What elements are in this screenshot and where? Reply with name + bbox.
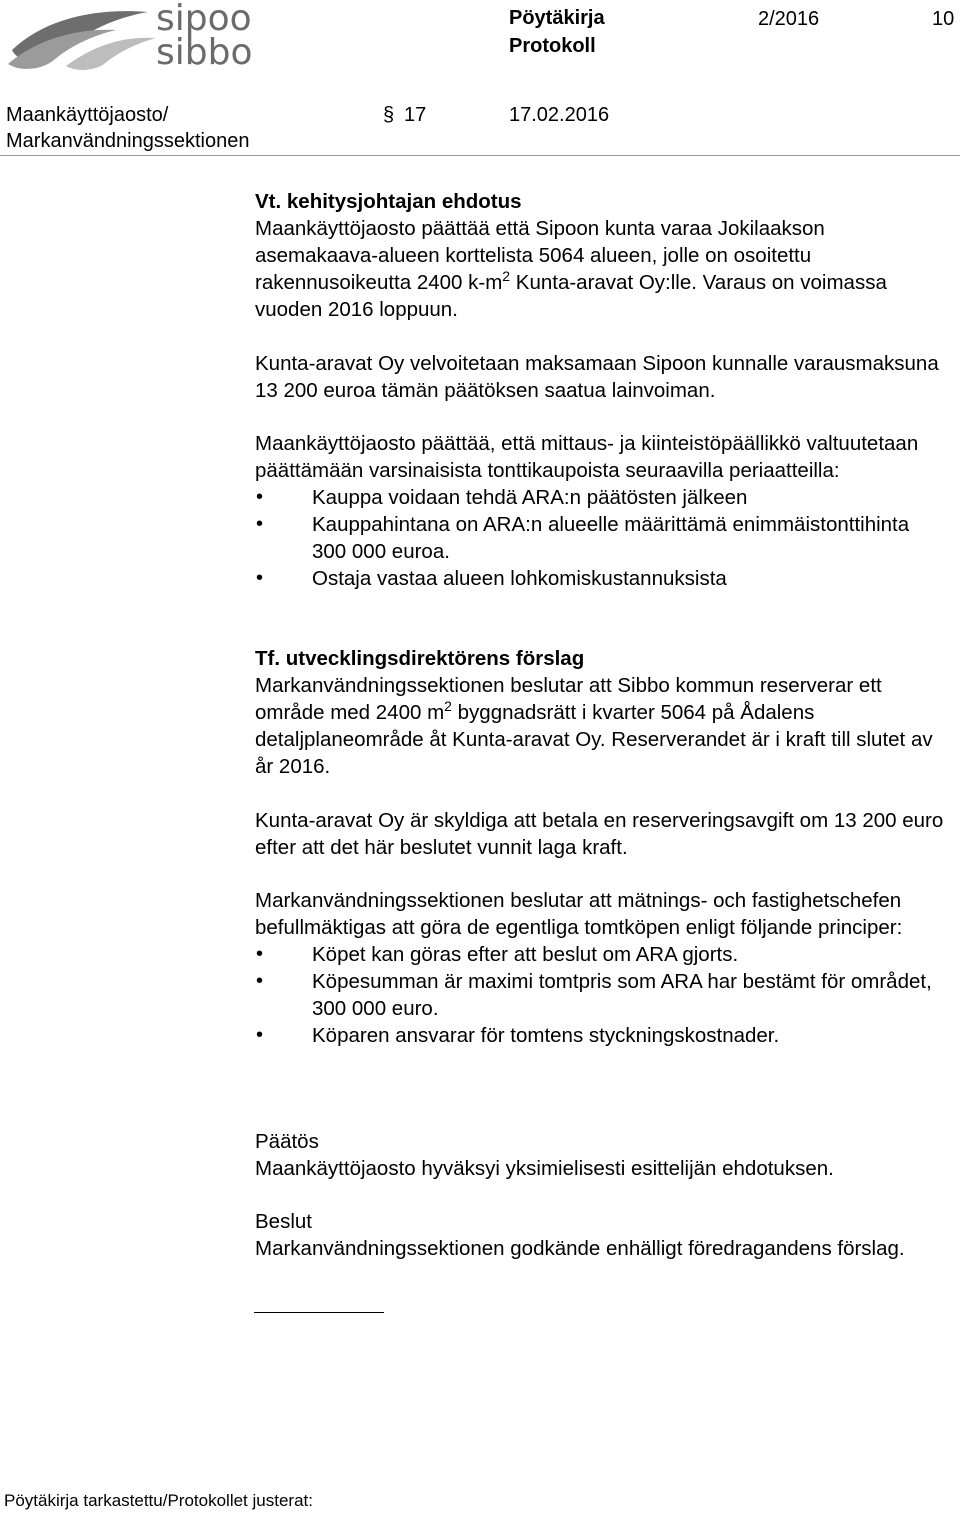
meeting-date: 17.02.2016 [509, 104, 610, 126]
body-name-sv: Markanvändningssektionen [6, 130, 250, 152]
decision-label-fi: Päätös [255, 1130, 319, 1153]
doc-number: 2/2016 [758, 8, 820, 30]
list-item: • Kauppa voidaan tehdä ARA:n päätösten jälkeen [255, 484, 945, 511]
list-item: • Köparen ansvarar för tomtens styckningskostnader. [255, 1022, 945, 1049]
section-sign: § [383, 104, 395, 126]
decision-text-sv: Markanvändningssektionen godkände enhälligt föredragandens förslag. [255, 1237, 905, 1260]
logo-text-sipoo: sipoo [156, 0, 252, 39]
footer-verification: Pöytäkirja tarkastettu/Protokollet justerat: [4, 1491, 313, 1510]
body-name-fi: Maankäyttöjaosto/ [6, 104, 169, 126]
proposal-fi-paragraph-3: Maankäyttöjaosto päättää, että mittaus- ja kiinteistöpäällikkö valtuutetaan päättämään varsinaisista tonttikaupoista seuraavilla periaatteilla: [255, 432, 919, 482]
principles-list-fi [255, 484, 945, 592]
list-item: • Köpesumman är maximi tomtpris som ARA har bestämt för området, 300 000 euro. [255, 968, 945, 1022]
proposal-fi-paragraph-2: Kunta-aravat Oy velvoitetaan maksamaan Sipoon kunnalle varausmaksuna 13 200 euroa tämän päätöksen saatua lainvoiman. [255, 352, 939, 402]
proposal-fi-paragraph-1: Maankäyttöjaosto päättää että Sipoon kunta varaa Jokilaakson asemakaava-alueen korttelista 5064 alueen, jolle on osoitettu rakennusoikeutta 2400 $k-m^2$ Kunta-aravat Oy:lle. Varaus on voimassa vuoden 2016 loppuun. [255, 217, 887, 321]
header-divider [0, 155, 960, 156]
list-item: • Kauppahintana on ARA:n alueelle määrittämä enimmäistonttihinta 300 000 euroa. [255, 511, 945, 565]
proposal-sv-principles [255, 887, 945, 1049]
principles-list-sv [255, 941, 945, 1049]
decision-sv [255, 1208, 945, 1262]
list-item: • Ostaja vastaa alueen lohkomiskustannuksista [255, 565, 945, 592]
doc-type-fi: Pöytäkirja [509, 7, 605, 29]
decision-label-sv: Beslut [255, 1210, 312, 1233]
proposal-sv-paragraph-3: Markanvändningssektionen beslutar att mätnings- och fastighetschefen befullmäktigas att göra de egentliga tomtköpen enligt följande principer: [255, 889, 903, 939]
doc-type-sv: Protokoll [509, 35, 596, 57]
decision-text-fi: Maankäyttöjaosto hyväksyi yksimielisesti esittelijän ehdotuksen. [255, 1157, 834, 1180]
proposal-sv-paragraph-2: Kunta-aravat Oy är skyldiga att betala en reserveringsavgift om 13 200 euro efter att det här beslutet vunnit laga kraft. [255, 809, 944, 859]
decision-fi [255, 1128, 945, 1182]
proposal-heading-fi: Vt. kehitysjohtajan ehdotus [255, 190, 522, 213]
logo-text-sibbo: sibbo [156, 32, 253, 73]
proposal-sv [255, 645, 945, 780]
proposal-fi [255, 188, 945, 323]
proposal-sv-paragraph-1: Markanvändningssektionen beslutar att Sibbo kommun reserverar ett område med 2400 $m^2$ byggnadsrätt i kvarter 5064 på Ådalens detaljplaneområde åt Kunta-aravat Oy. Reserverandet är i kraft till slutet av år 2016. [255, 674, 933, 778]
section-number: 17 [404, 104, 427, 126]
signature-line [254, 1312, 384, 1313]
page-number: 10 [932, 8, 955, 30]
proposal-heading-sv: Tf. utvecklingsdirektörens förslag [255, 647, 585, 670]
list-item: • Köpet kan göras efter att beslut om ARA gjorts. [255, 941, 945, 968]
proposal-fi-principles [255, 430, 945, 592]
